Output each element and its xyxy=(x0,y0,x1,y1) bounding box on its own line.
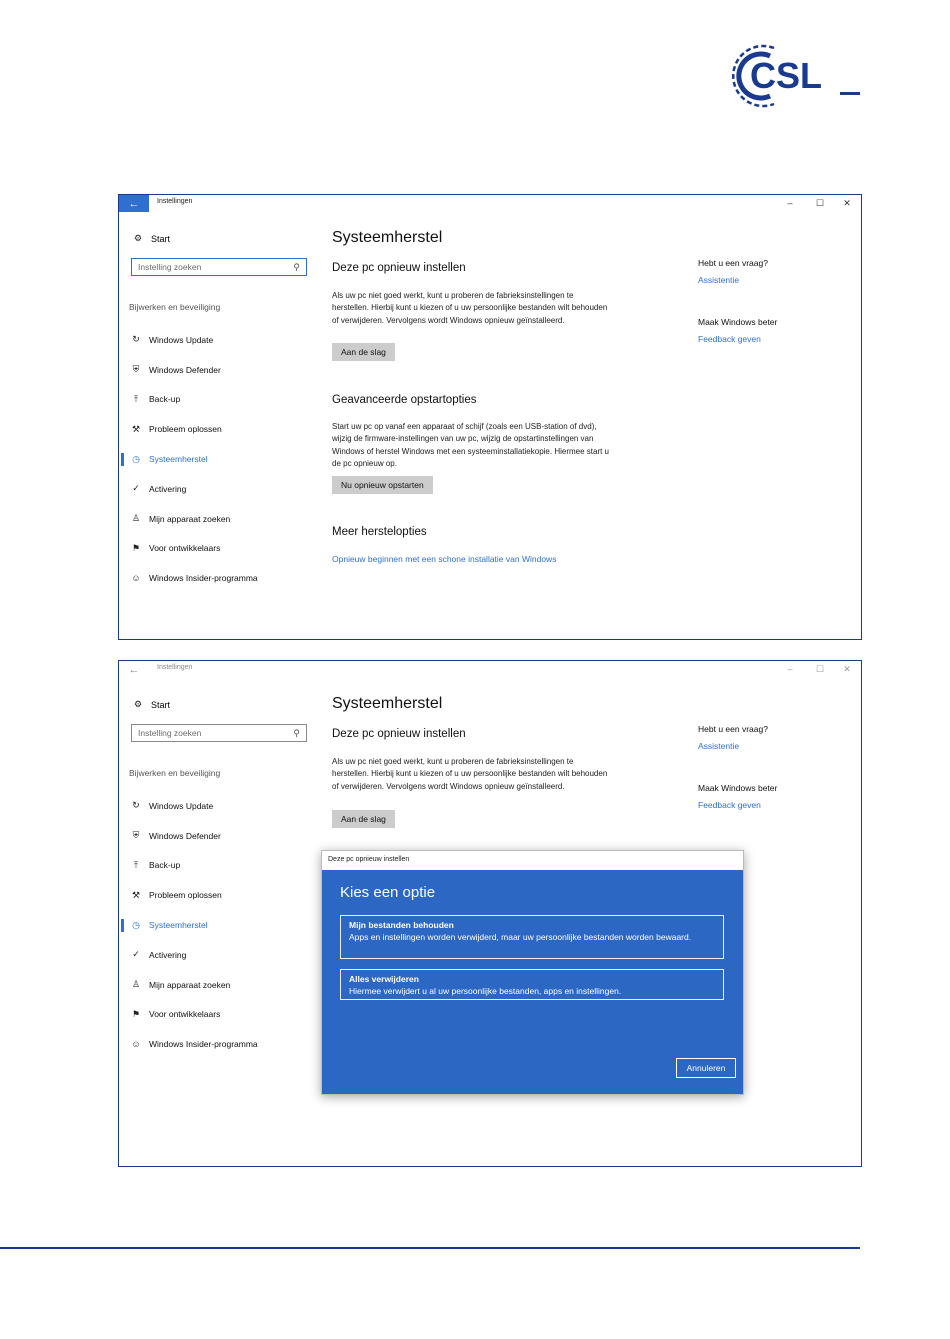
sidebar-item-start[interactable] xyxy=(131,699,170,710)
upload-icon: ⤒ xyxy=(134,393,138,404)
close-button[interactable]: ✕ xyxy=(843,198,851,208)
sidebar-item-label: Mijn apparaat zoeken xyxy=(149,513,231,524)
sidebar-item-backup[interactable] xyxy=(129,385,258,415)
wrench-icon: ⚒ xyxy=(131,889,141,900)
back-button[interactable] xyxy=(119,661,149,678)
maximize-button[interactable]: ☐ xyxy=(815,198,825,208)
keep-files-option[interactable] xyxy=(340,915,724,959)
cancel-button[interactable]: Annuleren xyxy=(676,1058,736,1078)
improve-heading: Maak Windows beter xyxy=(698,317,778,327)
sidebar-item-label: Back-up xyxy=(149,860,181,871)
sidebar-item-insider[interactable] xyxy=(129,563,258,593)
restart-now-button[interactable]: Nu opnieuw opstarten xyxy=(332,476,433,494)
developer-icon: ⚑ xyxy=(131,1008,141,1019)
option-title: Mijn bestanden behouden xyxy=(349,920,454,930)
shield-icon: ⛨ xyxy=(132,364,140,375)
wrench-icon: ⚒ xyxy=(131,423,141,434)
sidebar-item-find-device[interactable] xyxy=(129,504,258,534)
sidebar-category: Bijwerken en beveiliging xyxy=(129,768,221,778)
reset-options-dialog xyxy=(321,850,744,1095)
page-title: Systeemherstel xyxy=(332,695,443,712)
sidebar-item-start[interactable] xyxy=(131,233,170,244)
sidebar-item-find-device[interactable] xyxy=(129,970,258,1000)
arrow-left-icon: ← xyxy=(128,663,140,676)
insider-icon: ☺ xyxy=(131,1039,141,1050)
gear-icon: ⚙ xyxy=(133,699,143,709)
reset-section-title: Deze pc opnieuw instellen xyxy=(332,262,466,274)
sidebar-list xyxy=(129,325,258,593)
sidebar-item-recovery[interactable] xyxy=(129,444,258,474)
option-description: Apps en instellingen worden verwijderd, maar uw persoonlijke bestanden worden bewaard. xyxy=(349,932,692,942)
dialog-title-bar: Deze pc opnieuw instellen xyxy=(322,851,743,870)
developer-icon: ⚑ xyxy=(131,542,141,553)
search-icon: ⚲ xyxy=(293,261,300,272)
refresh-icon: ↻ xyxy=(132,800,140,811)
sidebar-item-label: Windows Update xyxy=(149,334,214,345)
sidebar-item-label: Mijn apparaat zoeken xyxy=(149,979,231,990)
feedback-link[interactable]: Feedback geven xyxy=(698,800,761,810)
sidebar-item-troubleshoot[interactable] xyxy=(129,414,258,444)
sidebar-item-label: Activering xyxy=(149,483,187,494)
reset-section-title: Deze pc opnieuw instellen xyxy=(332,728,466,740)
arrow-left-icon: ← xyxy=(128,197,140,210)
title-bar xyxy=(119,661,861,678)
search-placeholder: Instelling zoeken xyxy=(138,728,202,738)
search-placeholder: Instelling zoeken xyxy=(138,262,202,272)
remove-everything-option[interactable] xyxy=(340,969,724,1000)
history-icon: ◷ xyxy=(132,919,140,930)
gear-icon: ⚙ xyxy=(133,233,143,243)
sidebar-item-label: Probleem oplossen xyxy=(149,424,222,435)
help-heading: Hebt u een vraag? xyxy=(698,724,768,734)
sidebar-item-developers[interactable] xyxy=(129,1000,258,1030)
shield-icon: ⛨ xyxy=(132,830,140,841)
sidebar-item-label: Windows Defender xyxy=(149,830,221,841)
title-bar xyxy=(119,195,861,212)
insider-icon: ☺ xyxy=(131,573,141,584)
assist-link[interactable]: Assistentie xyxy=(698,275,740,285)
sidebar-item-label: Start xyxy=(151,699,171,710)
sidebar-list xyxy=(129,791,258,1059)
sidebar-item-windows-update[interactable] xyxy=(129,325,258,355)
sidebar-item-label: Start xyxy=(151,233,171,244)
search-input[interactable] xyxy=(131,724,307,742)
sidebar-item-activation[interactable] xyxy=(129,474,258,504)
sidebar-item-label: Voor ontwikkelaars xyxy=(149,543,221,554)
feedback-link[interactable]: Feedback geven xyxy=(698,334,761,344)
sidebar-item-insider[interactable] xyxy=(129,1029,258,1059)
upload-icon: ⤒ xyxy=(134,859,138,870)
sidebar-item-windows-update[interactable] xyxy=(129,791,258,821)
sidebar-item-label: Windows Defender xyxy=(149,364,221,375)
search-input[interactable] xyxy=(131,258,307,276)
more-options-title: Meer herstelopties xyxy=(332,526,427,538)
footer-divider xyxy=(0,1247,860,1249)
reset-description: Als uw pc niet goed werkt, kunt u proberen de fabrieksinstellingen te herstellen. Hierbij kunt u kiezen of u uw persoonlijke bestanden wilt behouden of verwijderen. Vervolgens wordt Windows opnieuw geïnstalleerd. xyxy=(332,291,608,325)
sidebar-item-label: Back-up xyxy=(149,394,181,405)
check-circle-icon: ✓ xyxy=(132,483,140,494)
clean-install-link[interactable]: Opnieuw beginnen met een schone installatie van Windows xyxy=(332,554,557,564)
assist-link[interactable]: Assistentie xyxy=(698,741,740,751)
advanced-description: Start uw pc op vanaf een apparaat of schijf (zoals een USB-station of dvd), wijzig de firmware-instellingen van uw pc, wijzig de opstartinstellingen van Windows of herstel Windows met een systeeminstallatiekopie. Hiermee start u de pc opnieuw op. xyxy=(332,422,609,468)
sidebar-item-recovery[interactable] xyxy=(129,910,258,940)
sidebar-item-troubleshoot[interactable] xyxy=(129,880,258,910)
advanced-section-title: Geavanceerde opstartopties xyxy=(332,394,477,406)
sidebar-item-label: Windows Update xyxy=(149,800,214,811)
minimize-button[interactable]: – xyxy=(787,664,793,674)
option-title: Alles verwijderen xyxy=(349,974,419,984)
sidebar-item-backup[interactable] xyxy=(129,851,258,881)
improve-heading: Maak Windows beter xyxy=(698,783,778,793)
sidebar-item-label: Probleem oplossen xyxy=(149,890,222,901)
sidebar-item-label: Systeemherstel xyxy=(149,454,208,465)
sidebar-item-windows-defender[interactable] xyxy=(129,355,258,385)
reset-description: Als uw pc niet goed werkt, kunt u proberen de fabrieksinstellingen te herstellen. Hierbij kunt u kiezen of u uw persoonlijke bestanden wilt behouden of verwijderen. Vervolgens wordt Windows opnieuw geïnstalleerd. xyxy=(332,757,608,791)
history-icon: ◷ xyxy=(132,453,140,464)
check-circle-icon: ✓ xyxy=(132,949,140,960)
search-icon: ⚲ xyxy=(293,727,300,738)
settings-window-recovery xyxy=(118,194,862,640)
sidebar-item-label: Voor ontwikkelaars xyxy=(149,1009,221,1020)
sidebar-item-label: Activering xyxy=(149,949,187,960)
window-title: Instellingen xyxy=(157,198,193,205)
sidebar-item-windows-defender[interactable] xyxy=(129,821,258,851)
dialog-heading: Kies een optie xyxy=(340,884,436,901)
sidebar-category: Bijwerken en beveiliging xyxy=(129,302,221,312)
person-locate-icon: ♙ xyxy=(131,979,141,990)
person-locate-icon: ♙ xyxy=(131,513,141,524)
sidebar-item-activation[interactable] xyxy=(129,940,258,970)
page-title: Systeemherstel xyxy=(332,229,443,246)
minimize-button[interactable]: – xyxy=(787,198,793,208)
option-description: Hiermee verwijdert u al uw persoonlijke bestanden, apps en instellingen. xyxy=(349,986,622,996)
maximize-button[interactable]: ☐ xyxy=(815,664,825,674)
csl-logo xyxy=(730,42,862,108)
back-button[interactable] xyxy=(119,195,149,212)
sidebar-item-label: Systeemherstel xyxy=(149,920,208,931)
get-started-button[interactable]: Aan de slag xyxy=(332,343,395,361)
sidebar-item-label: Windows Insider-programma xyxy=(149,573,258,584)
sidebar-item-label: Windows Insider-programma xyxy=(149,1039,258,1050)
help-heading: Hebt u een vraag? xyxy=(698,258,768,268)
svg-text:CSL: CSL xyxy=(750,55,822,96)
settings-window-reset-dialog xyxy=(118,660,862,1167)
window-title: Instellingen xyxy=(157,664,193,671)
sidebar-item-developers[interactable] xyxy=(129,534,258,564)
get-started-button[interactable]: Aan de slag xyxy=(332,810,395,828)
close-button[interactable]: ✕ xyxy=(843,664,851,674)
refresh-icon: ↻ xyxy=(132,334,140,345)
